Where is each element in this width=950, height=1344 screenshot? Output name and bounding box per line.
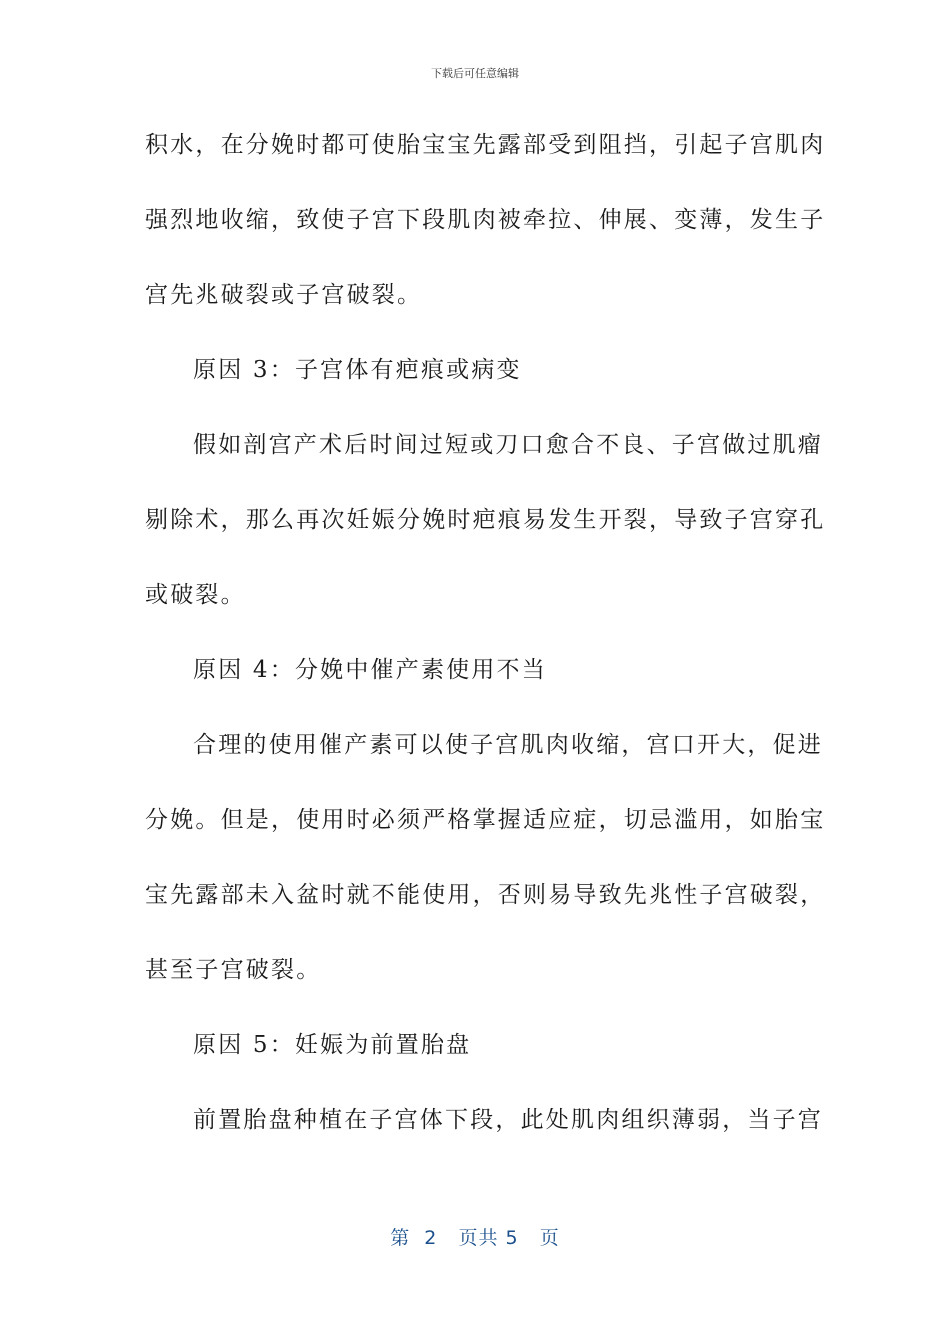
text-line: 甚至子宫破裂。 — [145, 957, 322, 983]
section-heading: 原因 3：子宫体有疤痕或病变 — [193, 357, 522, 383]
text-line: 强烈地收缩，致使子宫下段肌肉被牵拉、伸展、变薄，发生子 — [145, 207, 826, 233]
document-body — [145, 108, 826, 1158]
text-line: 假如剖宫产术后时间过短或刀口愈合不良、子宫做过肌瘤 — [193, 432, 823, 458]
section-heading: 原因 4：分娩中催产素使用不当 — [193, 657, 547, 683]
text-line: 分娩。但是，使用时必须严格掌握适应症，切忌滥用，如胎宝 — [145, 807, 826, 833]
text-line: 积水，在分娩时都可使胎宝宝先露部受到阻挡，引起子宫肌肉 — [145, 132, 826, 158]
section-heading: 原因 5：妊娠为前置胎盘 — [193, 1032, 472, 1058]
text-line: 宝先露部未入盆时就不能使用，否则易导致先兆性子宫破裂， — [145, 882, 826, 908]
page-header: 下载后可任意编辑 — [431, 67, 519, 80]
text-line: 剔除术，那么再次妊娠分娩时疤痕易发生开裂，导致子宫穿孔 — [145, 507, 826, 533]
text-line: 合理的使用催产素可以使子宫肌肉收缩，宫口开大，促进 — [193, 732, 823, 758]
text-line: 宫先兆破裂或子宫破裂。 — [145, 282, 423, 308]
text-line: 前置胎盘种植在子宫体下段，此处肌肉组织薄弱，当子宫 — [193, 1107, 823, 1133]
text-line: 或破裂。 — [145, 582, 246, 608]
page-footer: 第 2 页共 5 页 — [390, 1227, 560, 1249]
